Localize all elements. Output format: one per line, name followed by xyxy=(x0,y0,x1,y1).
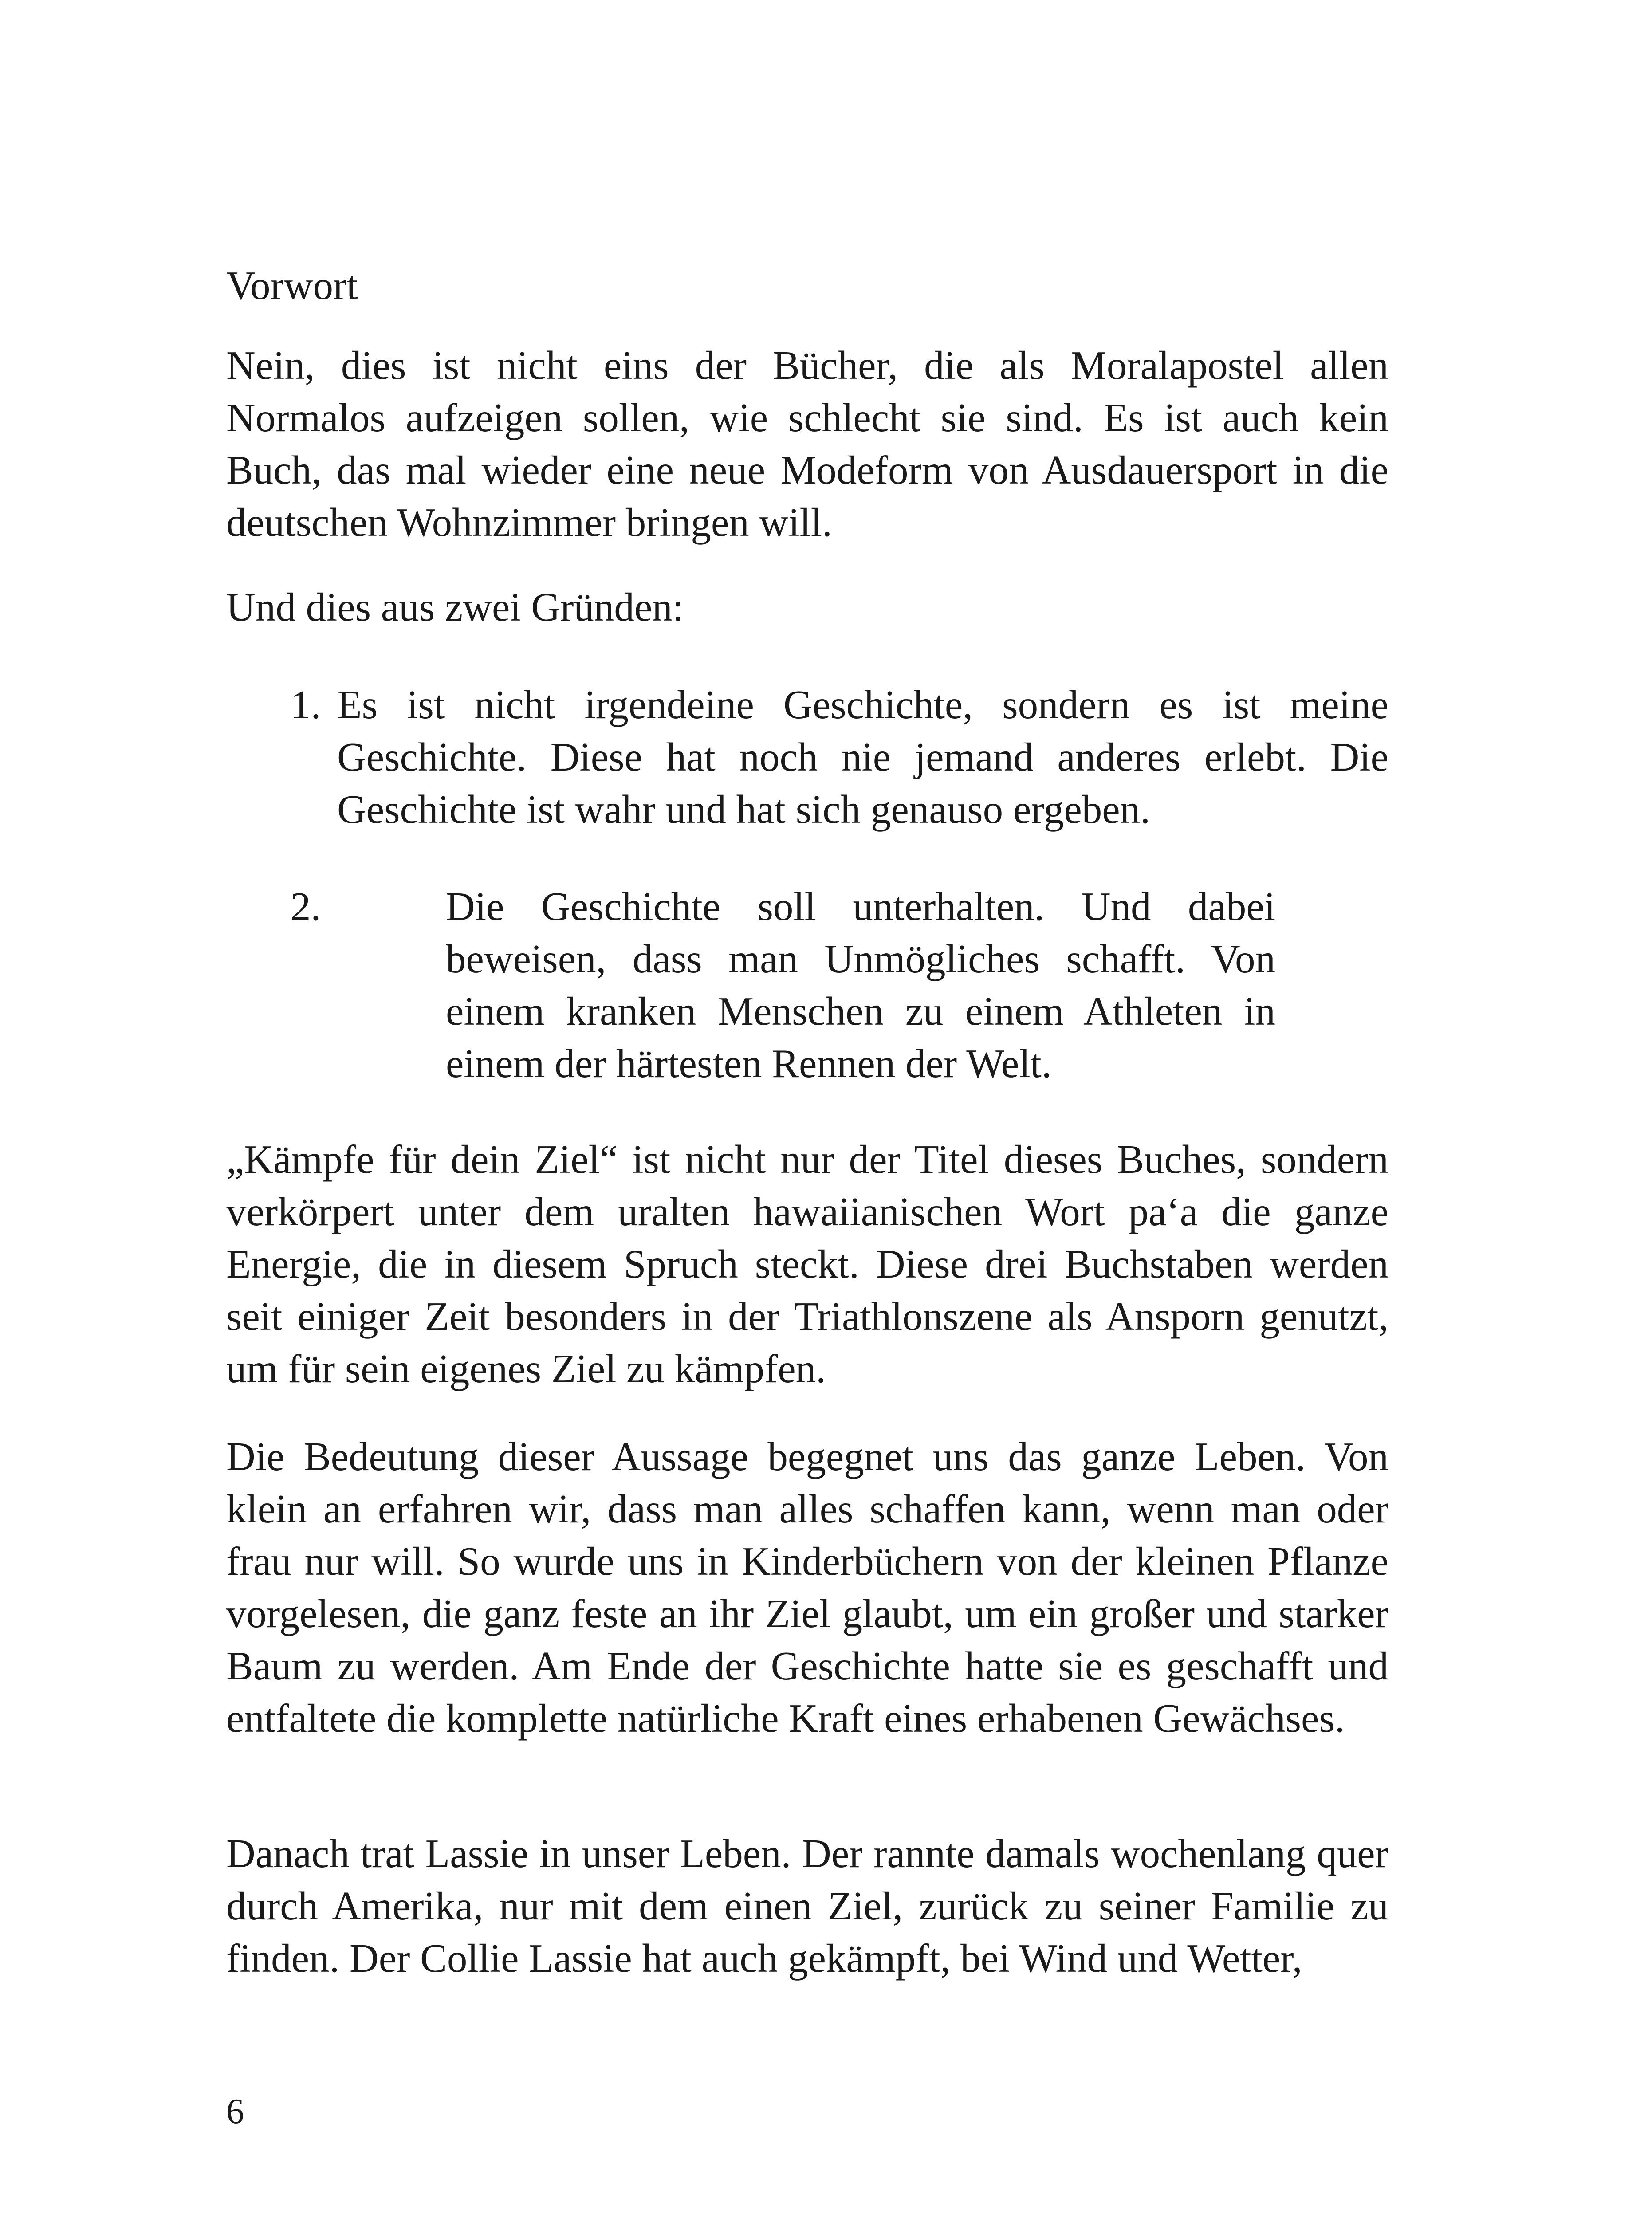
list-text-1: Es ist nicht irgendeine Geschichte, sondern es ist meine Geschichte. Diese hat noch nie jemand anderes erlebt. Die Geschichte ist wahr und hat sich genauso ergeben. xyxy=(337,682,1388,832)
paragraph-kaempfe: „Kämpfe für dein Ziel“ ist nicht nur der Titel dieses Buches, sondern verkörpert unter dem uralten hawaiianischen Wort pa‘a die ganze Energie, die in diesem Spruch steckt. Diese drei Buchstaben werden seit einiger Zeit besonders in der Triathlonszene als Ansporn genutzt, um für sein eigenes Ziel zu kämpfen. xyxy=(226,1137,1388,1391)
page-number: 6 xyxy=(226,2092,244,2131)
paragraph-lassie: Danach trat Lassie in unser Leben. Der rannte damals wochenlang quer durch Amerika, nur mit dem einen Ziel, zurück zu seiner Familie zu finden. Der Collie Lassie hat auch gekämpft, bei Wind und Wetter, xyxy=(226,1831,1388,1981)
paragraph-intro: Nein, dies ist nicht eins der Bücher, die als Moralapostel allen Normalos aufzeigen sollen, wie schlecht sie sind. Es ist auch kein Buch, das mal wieder eine neue Modeform von Ausdauersport in die deutschen Wohnzimmer bringen will. xyxy=(226,343,1388,545)
list-text-2: Die Geschichte soll unterhalten. Und dabei beweisen, dass man Unmögliches schafft. Von einem kranken Menschen zu einem Athleten in einem der härtesten Rennen der Welt. xyxy=(446,884,1275,1086)
paragraph-bedeutung: Die Bedeutung dieser Aussage begegnet uns das ganze Leben. Von klein an erfahren wir, dass man alles schaffen kann, wenn man oder frau nur will. So wurde uns in Kinderbüchern von der kleinen Pflanze vorgelesen, die ganz feste an ihr Ziel glaubt, um ein großer und starker Baum zu werden. Am Ende der Geschichte hatte sie es geschafft und entfaltete die komplette natürliche Kraft eines erhabenen Gewächses. xyxy=(226,1434,1388,1741)
list-number-1: 1. xyxy=(291,682,321,727)
chapter-heading: Vorwort xyxy=(226,263,358,308)
list-number-2: 2. xyxy=(291,884,321,929)
paragraph-reasons-lead: Und dies aus zwei Gründen: xyxy=(226,585,684,629)
